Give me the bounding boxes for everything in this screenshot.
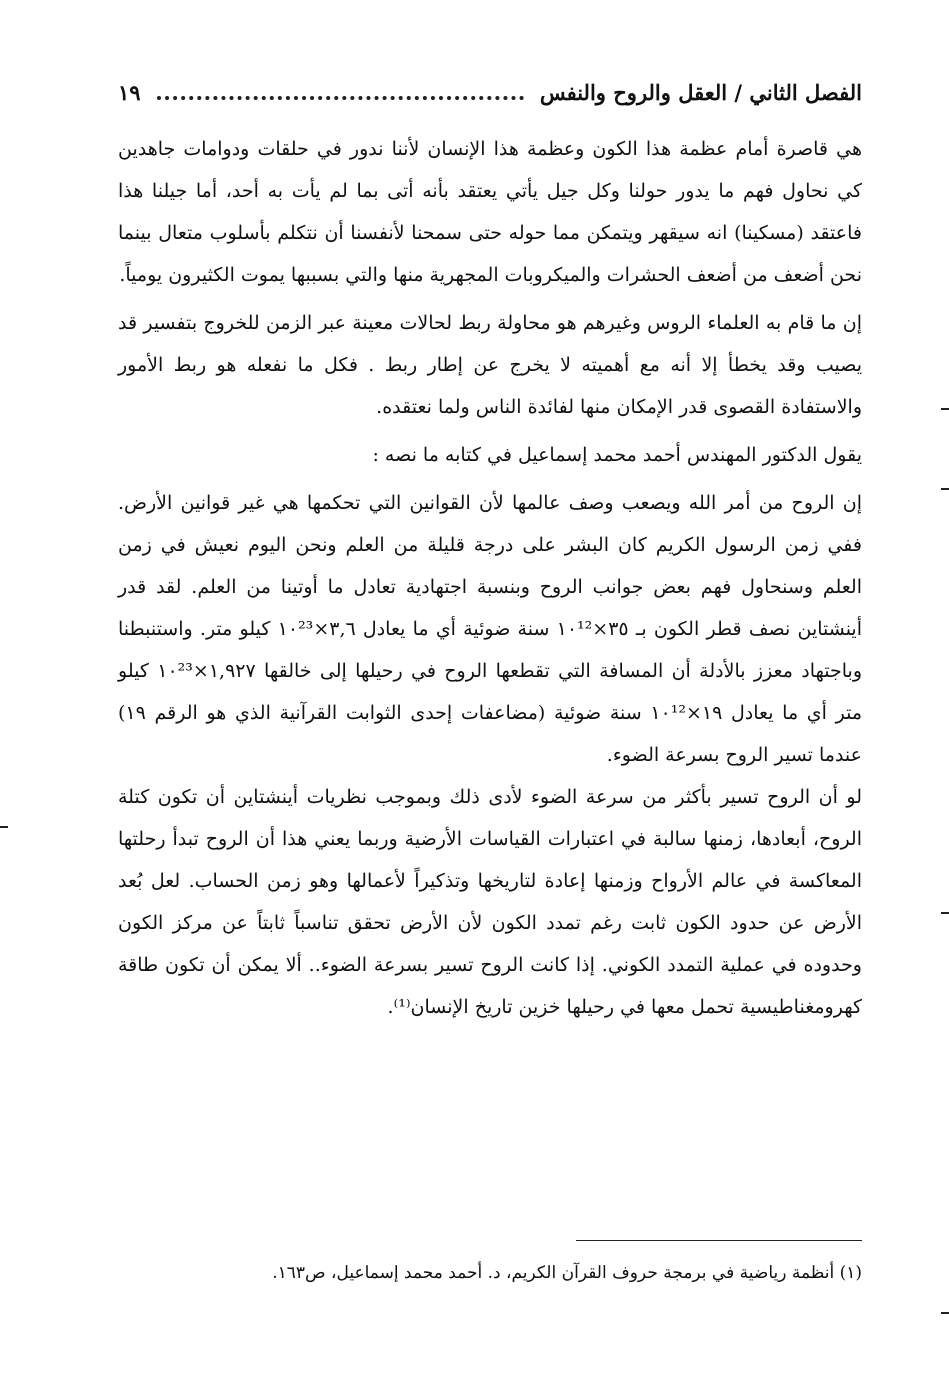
footnote-separator: [576, 1240, 862, 1241]
margin-tick: [941, 488, 949, 490]
body-text: [118, 128, 862, 1028]
paragraph: إن ما قام به العلماء الروس وغيرهم هو محاولة ربط لحالات معينة عبر الزمن للخروج بتفسير قد يصيب وقد يخطأ إلا أنه مع أهميته لا يخرج عن إطار ربط . فكل ما نفعله هو ربط الأمور والاستفادة القصوى قدر الإمكان منها لفائدة الناس ولما نعتقده.: [118, 312, 862, 418]
margin-tick: [941, 1312, 949, 1314]
paragraph: يقول الدكتور المهندس أحمد محمد إسماعيل في كتابه ما نصه :: [372, 444, 862, 466]
header-dot-leader: [157, 96, 524, 100]
running-header: [118, 72, 862, 112]
paragraph: إن الروح من أمر الله ويصعب وصف عالمها لأن القوانين التي تحكمها هي غير قوانين الأرض. ففي زمن الرسول الكريم كان البشر على درجة قليلة من العلم ونحن اليوم نعيش في زمن العلم وسنحاول فهم بعض جوانب الروح وبنسبة اجتهادية تعادل ما أوتينا من العلم. لقد قدر أينشتاين نصف قطر الكون بـ ٣٥×١٠¹² سنة ضوئية أي ما يعادل ٣,٦×١٠²³ كيلو متر. واستنبطنا وباجتهاد معزز بالأدلة أن المسافة التي تقطعها الروح في رحيلها إلى خالقها ١,٩٢٧×١٠²³ كيلو متر أي ما يعادل ١٩×١٠¹² سنة ضوئية (مضاعفات إحدى الثوابت القرآنية الذي هو الرقم ١٩) عندما تسير الروح بسرعة الضوء.: [118, 492, 863, 766]
paragraph: لو أن الروح تسير بأكثر من سرعة الضوء لأدى ذلك وبموجب نظريات أينشتاين أن تكون كتلة الروح، أبعادها، زمنها سالبة في اعتبارات القياسات الأرضية وربما يعني هذا أن الروح تبدأ رحلتها المعاكسة في عالم الأرواح وزمنها إعادة لتاريخها وتذكيراً لأعمالها وهو زمن الحساب. لعل بُعد الأرض عن حدود الكون ثابت رغم تمدد الكون لأن الأرض تحقق تناسباً ثابتاً عن مركز الكون وحدوده في عملية التمدد الكوني. إذا كانت الروح تسير بسرعة الضوء.. ألا يمكن أن تكون طاقة كهرومغناطيسية تحمل معها في رحيلها خزين تاريخ الإنسان⁽¹⁾.: [118, 786, 862, 1018]
page-number: ١٩: [118, 79, 141, 105]
margin-tick: [941, 912, 949, 914]
paragraph: هي قاصرة أمام عظمة هذا الكون وعظمة هذا الإنسان لأننا ندور في حلقات ودوامات جاهدين كي نحاول فهم ما يدور حولنا وكل جيل يأتي يعتقد بأنه أتى بما لم يأت به أحد، أما جيلنا هذا فاعتقد (مسكينا) انه سيقهر ويتمكن مما حوله حتى سمحنا لأنفسنا أن نتكلم بأسلوب متعال بينما نحن أضعف من أضعف الحشرات والميكروبات المجهرية منها والتي بسببها يموت الكثيرون يومياً.: [118, 138, 862, 286]
margin-tick: [0, 826, 8, 828]
footnote: (١) أنظمة رياضية في برمجة حروف القرآن الكريم، د. أحمد محمد إسماعيل، ص١٦٣.: [272, 1263, 862, 1283]
margin-tick: [941, 408, 949, 410]
chapter-title: الفصل الثاني / العقل والروح والنفس: [539, 79, 862, 105]
